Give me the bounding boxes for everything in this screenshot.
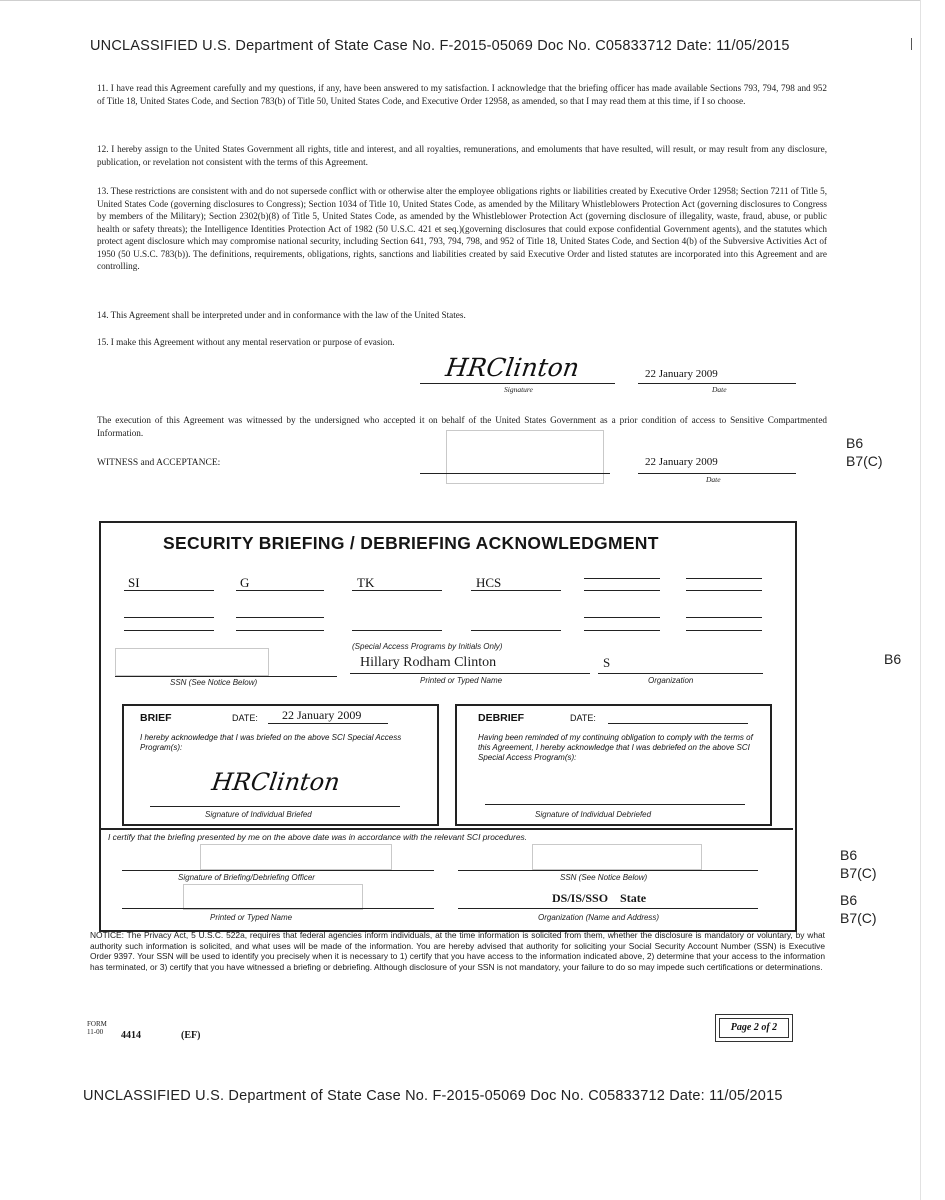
brief-date-line: [268, 723, 388, 724]
brief-signature: HRClinton: [210, 768, 342, 796]
exemption-code-1-b7c: B7(C): [846, 453, 883, 469]
witness-date-label: Date: [706, 475, 721, 484]
program-line: [686, 590, 762, 591]
printed-name: Hillary Rodham Clinton: [360, 655, 497, 670]
witness-signature-line: [420, 473, 610, 474]
certification-statement: I certify that the briefing presented by me on the above date was in accordance with the relevant SCI procedures.: [108, 832, 527, 842]
ssn-label: SSN (See Notice Below): [170, 678, 258, 687]
witness-statement: The execution of this Agreement was witnessed by the undersigned who accepted it on behalf of the United States Government as a prior condition of access to Sensitive Compartmented Information.: [97, 415, 827, 438]
program-line: [352, 630, 442, 631]
classification-header: UNCLASSIFIED U.S. Department of State Case No. F-2015-05069 Doc No. C05833712 Date: 11/05/2015: [90, 38, 790, 54]
brief-signature-line: [150, 806, 400, 807]
program-tk: TK: [357, 575, 375, 590]
program-line: [124, 630, 214, 631]
brief-statement: I hereby acknowledge that I was briefed on the above SCI Special Access Program(s):: [140, 733, 402, 752]
program-line: [471, 590, 561, 591]
exemption-code-4-b6: B6: [840, 892, 858, 908]
signature-label: Signature: [504, 385, 533, 394]
officer-name-label: Printed or Typed Name: [210, 913, 293, 922]
brief-signature-label: Signature of Individual Briefed: [205, 810, 312, 819]
organization-line: [598, 673, 763, 674]
witness-label: WITNESS and ACCEPTANCE:: [97, 458, 221, 468]
classification-footer: UNCLASSIFIED U.S. Department of State Case No. F-2015-05069 Doc No. C05833712 Date: 11/05/2015: [83, 1088, 783, 1104]
officer-signature-line: [122, 870, 434, 871]
program-line: [236, 590, 324, 591]
redacted-witness-signature: [446, 430, 604, 484]
brief-date-value: 22 January 2009: [282, 708, 362, 722]
program-line: [236, 617, 324, 618]
debrief-heading: DEBRIEF: [478, 712, 525, 724]
page-right-edge: [920, 0, 921, 1200]
paragraph-13: 13. These restrictions are consistent with and do not supersede conflict with or otherwise alter the employee obligations rights or liabilities created by Executive Order 12958; Section 7211 of Title 5, United States Code (governing disclosures to Congress); Section 1034 of Title 10, United States Code, as amended by the Military Whistleblowers Protection Act (governing disclosures to Congress by members of the Military); Section 2302(b)(8) of Title 5, United States Code, as amended by the Whistleblower Protection Act (governing disclosure of illegality, waste, fraud, abuse, or public health or safety threats); the Intelligence Identities Protection Act of 1982 (50 U.S.C. 421 et seq.)(governing disclosures that could expose confidential Government agents), and the statutes which protect agent disclosure which may compromise national security, including Section 641, 793, 794, 798, and 952 of Title 18, United States Code, and Section 4(b) of the Subversive Activities Act of 1950 (50 U.S.C. 783(b)). The definitions, requirements, obligations, rights, sanctions and liabilities created by said Executive Order and listed statutes are incorporated into this Agreement and are controlling.: [97, 186, 827, 271]
program-line: [686, 630, 762, 631]
redacted-officer-ssn: [532, 844, 702, 870]
debrief-signature-line: [485, 804, 745, 805]
signature-date: 22 January 2009: [645, 368, 718, 380]
organization-label: Organization: [648, 676, 694, 685]
exemption-code-1-b6: B6: [846, 435, 864, 451]
program-line: [584, 590, 660, 591]
program-line: [352, 590, 442, 591]
ssn-line: [115, 676, 337, 677]
debrief-statement: Having been reminded of my continuing obligation to comply with the terms of this Agreement, I hereby acknowledge that I was debriefed on the above SCI Special Access Program(s):: [478, 733, 753, 762]
witness-date: 22 January 2009: [645, 456, 718, 468]
form-label-line2: 11-00: [87, 1028, 104, 1036]
form-number: 4414: [121, 1030, 141, 1041]
officer-organization-label: Organization (Name and Address): [538, 913, 660, 922]
program-hcs: HCS: [476, 575, 502, 590]
form-suffix: (EF): [181, 1030, 201, 1041]
debrief-date-label: DATE:: [570, 713, 596, 723]
margin-mark: [911, 38, 912, 50]
program-line: [584, 617, 660, 618]
redacted-officer-signature: [200, 844, 392, 870]
privacy-act-notice: NOTICE: The Privacy Act, 5 U.S.C. 522a, requires that federal agencies inform individuals, at the time information is solicited from them, whether the disclosure is mandatory or voluntary, by what authority such information is solicited, and what uses will be made of the information. You are hereby advised that authority for soliciting your Social Security Account Number (SSN) is Executive Order 9397. Your SSN will be used to identify you precisely when it is necessary to 1) certify that you have access to the information indicated above, 2) determine that your access to the information has terminated, or 3) certify that you have witnessed a briefing or debriefing. Although disclosure of your SSN is not mandatory, your failure to do so may impede such certifications or determinations.: [90, 930, 825, 972]
program-line: [686, 617, 762, 618]
signature-date-line: [638, 383, 796, 384]
officer-organization-line: [458, 908, 758, 909]
exemption-code-1: [846, 434, 883, 470]
paragraph-15: 15. I make this Agreement without any mental reservation or purpose of evasion.: [97, 337, 395, 347]
brief-date-label: DATE:: [232, 713, 258, 723]
printed-name-label: Printed or Typed Name: [420, 676, 503, 685]
program-line: [584, 630, 660, 631]
page-top-edge: [0, 0, 920, 1]
officer-name-line: [122, 908, 434, 909]
form-label-line1: FORM: [87, 1020, 107, 1028]
program-line: [686, 578, 762, 579]
officer-ssn-label: SSN (See Notice Below): [560, 873, 648, 882]
program-line: [236, 630, 324, 631]
exemption-code-3-b6: B6: [840, 847, 858, 863]
redacted-ssn: [115, 648, 269, 676]
page-number-box: [715, 1014, 793, 1042]
form-title: SECURITY BRIEFING / DEBRIEFING ACKNOWLEDGMENT: [163, 533, 659, 553]
signature-date-label: Date: [712, 385, 727, 394]
debrief-signature-label: Signature of Individual Debriefed: [535, 810, 652, 819]
program-line: [124, 590, 214, 591]
certification-divider: [99, 828, 793, 830]
exemption-code-3-b7c: B7(C): [840, 865, 877, 881]
exemption-code-4: [840, 891, 877, 927]
exemption-code-2: B6: [884, 651, 902, 667]
program-line: [584, 578, 660, 579]
exemption-code-4-b7c: B7(C): [840, 910, 877, 926]
paragraph-14: 14. This Agreement shall be interpreted under and in conformance with the law of the United States.: [97, 310, 466, 320]
program-g: G: [240, 575, 250, 590]
signature-line: [420, 383, 615, 384]
page-number: Page 2 of 2: [719, 1018, 789, 1038]
officer-organization-value: DS/IS/SSO State: [552, 891, 647, 905]
programs-caption: (Special Access Programs by Initials Only): [352, 642, 503, 651]
program-si: SI: [128, 575, 140, 590]
applicant-signature: HRClinton: [443, 353, 582, 382]
form-label: [87, 1020, 107, 1036]
program-line: [124, 617, 214, 618]
paragraph-11: 11. I have read this Agreement carefully and my questions, if any, have been answered to my satisfaction. I acknowledge that the briefing officer has made available Sections 793, 794, 798 and 952 of Title 18, United States Code, and Section 783(b) of Title 50, United States Code, and Executive Order 12958, as amended, so that I may read them at this time, if I so choose.: [97, 83, 827, 106]
debrief-date-line: [608, 723, 748, 724]
paragraph-12: 12. I hereby assign to the United States Government all rights, title and interest, and all royalties, remunerations, and emoluments that have resulted, will result, or may result from any disclosure, publication, or revelation not consistent with the terms of this Agreement.: [97, 144, 827, 167]
name-line: [350, 673, 590, 674]
program-line: [471, 630, 561, 631]
officer-ssn-line: [458, 870, 758, 871]
brief-heading: BRIEF: [140, 712, 172, 724]
organization-value: S: [603, 655, 611, 670]
redacted-officer-name: [183, 884, 363, 910]
witness-date-line: [638, 473, 796, 474]
officer-signature-label: Signature of Briefing/Debriefing Officer: [178, 873, 315, 882]
exemption-code-3: [840, 846, 877, 882]
